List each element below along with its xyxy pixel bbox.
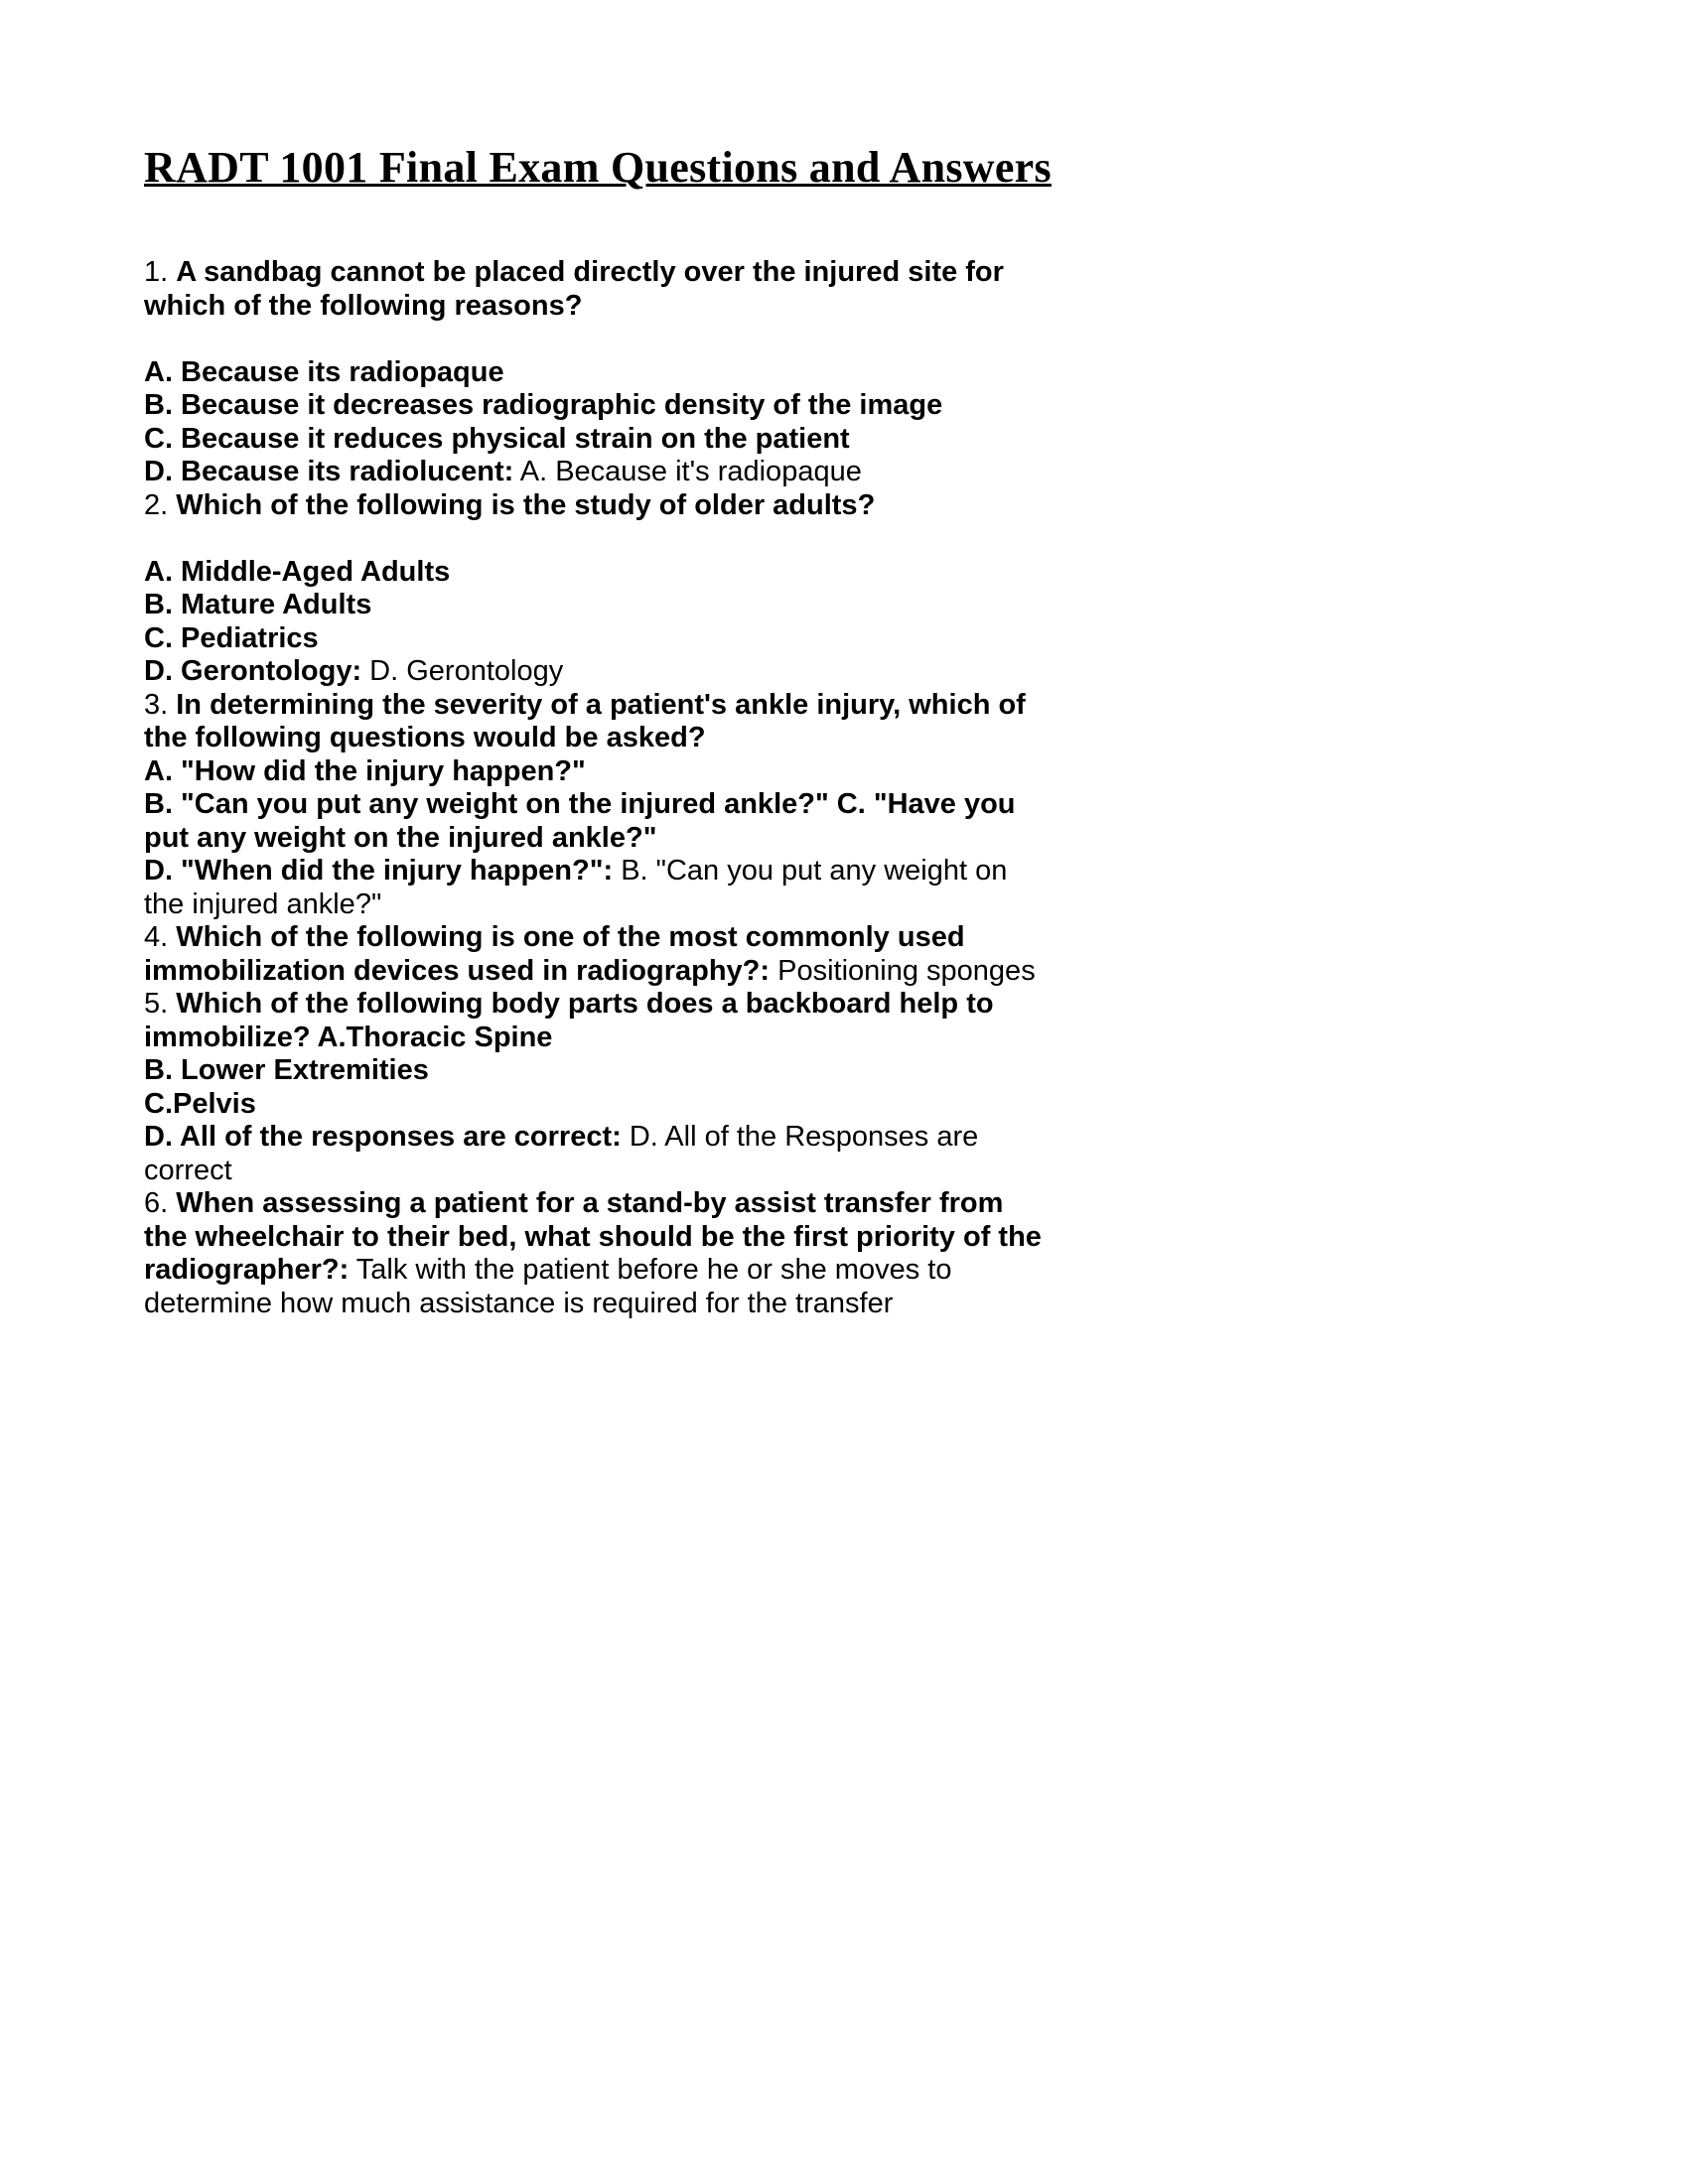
text-run: When assessing a patient for a stand-by assist transfer from the wheelchair to their bed, what should be the first priority of the radiographer?: — [144, 1187, 1042, 1286]
text-run: In determining the severity of a patient's ankle injury, which of the following questions would be asked? — [144, 688, 1026, 753]
text-run: D. "When did the injury happen?": — [144, 855, 614, 887]
text-run: Which of the following is one of the most commonly used immobilization devices used in radiography?: — [144, 921, 965, 987]
text-run: C.Pelvis — [144, 1087, 256, 1120]
text-run: D. Gerontology: — [144, 655, 362, 687]
text-run: A. Because it's radiopaque — [513, 456, 862, 487]
text-run: 2. — [144, 488, 177, 521]
paragraph — [144, 755, 1053, 789]
paragraph — [144, 1054, 1053, 1088]
blank-line — [144, 323, 1053, 356]
paragraph — [144, 788, 1053, 855]
text-run: D. Because its radiolucent: — [144, 456, 514, 487]
text-run: B. Lower Extremities — [144, 1054, 429, 1086]
paragraph — [144, 921, 1053, 988]
text-run: 6. — [144, 1187, 177, 1219]
paragraph — [144, 456, 1053, 489]
text-run: A. Because its radiopaque — [144, 355, 504, 388]
text-run: 1. — [144, 256, 177, 288]
text-run: 5. — [144, 988, 177, 1020]
paragraph — [144, 1187, 1053, 1320]
text-run: B. Because it decreases radiographic density of the image — [144, 389, 943, 421]
paragraph — [144, 689, 1053, 755]
text-run: Talk with the patient before he or she moves to determine how much assistance is required for the transfer — [144, 1254, 952, 1319]
paragraph — [144, 389, 1053, 423]
text-run: B. "Can you put any weight on the injured ankle?" C. "Have you put any weight on the injured ankle?" — [144, 788, 1016, 854]
text-run: C. Pediatrics — [144, 621, 319, 654]
text-run: Which of the following is the study of older adults? — [176, 488, 876, 521]
text-run: C. Because it reduces physical strain on the patient — [144, 422, 850, 455]
document-body — [144, 256, 1053, 1320]
paragraph — [144, 556, 1053, 590]
paragraph — [144, 1121, 1053, 1187]
text-run: B. "Can you put any weight on the injured ankle?" — [144, 855, 1008, 920]
paragraph — [144, 589, 1053, 622]
paragraph — [144, 356, 1053, 390]
paragraph — [144, 988, 1053, 1054]
paragraph — [144, 1088, 1053, 1122]
text-run: A. Middle-Aged Adults — [144, 555, 451, 588]
text-run: Positioning sponges — [770, 954, 1036, 987]
text-run: A. "How did the injury happen?" — [144, 754, 586, 787]
text-run: 3. — [144, 688, 177, 721]
text-run: Which of the following body parts does a backboard help to immobilize? A.Thoracic Spine — [144, 988, 994, 1053]
page-title: RADT 1001 Final Exam Questions and Answers — [144, 143, 1052, 192]
paragraph — [144, 622, 1053, 656]
text-run: D. Gerontology — [361, 655, 564, 687]
paragraph — [144, 655, 1053, 689]
text-run: B. Mature Adults — [144, 589, 372, 620]
paragraph — [144, 256, 1053, 323]
blank-line — [144, 522, 1053, 556]
paragraph — [144, 489, 1053, 523]
paragraph — [144, 855, 1053, 921]
text-run: D. All of the responses are correct: — [144, 1121, 622, 1153]
paragraph — [144, 423, 1053, 457]
text-run: D. All of the Responses are correct — [144, 1121, 979, 1186]
text-run: 4. — [144, 921, 177, 953]
text-run: A sandbag cannot be placed directly over the injured site for which of the following reasons? — [144, 256, 1004, 322]
